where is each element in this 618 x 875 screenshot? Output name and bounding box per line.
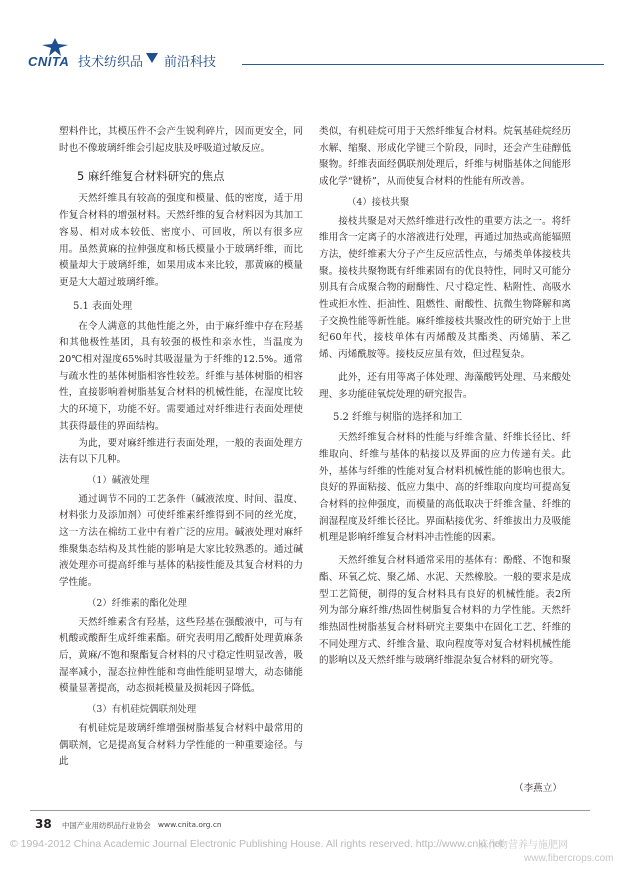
paragraph: 天然纤维复合材料的性能与纤维含量、纤维长径比、纤维取向、纤维与基体的粘接以及界面的应力传递有关。此外，基体与纤维的性能对复合材料机械性能的影响也很大。良好的界面粘接、低应力集中、高的纤维取向度均可提高复合材料的拉伸强度，而模量的高低取决于纤维含量、纤维的润湿程度及纤维长径比。界面粘接优劣、纤维拔出力及吸能机理是影响纤维复合材料冲击性能的因素。 xyxy=(319,432,571,544)
paragraph: 通过调节不同的工艺条件（碱液浓度、时间、温度、材料张力及添加剂）可使纤维素纤维得到不同的丝光度，这一方法在棉纺工业中有着广泛的应用。碱液处理对麻纤维聚集态结构及其性能的影响是大家比较熟悉的。通过碱液处理亦可提高纤维与基体的粘接性能及其复合材料的力学性能。 xyxy=(59,493,303,589)
paragraph: 天然纤维具有较高的强度和模量、低的密度，适于用作复合材料的增强材料。天然纤维的复合材料因为其加工容易、相对成本较低、密度小、可回收，所以有很多应用。虽然黄麻的拉伸强度和杨氏模量小于玻璃纤维，而比模量却大于玻璃纤维，如果用成本来比较，那黄麻的模量更是大大超过玻璃纤维。 xyxy=(59,193,303,288)
subsection-heading: 5.2 纤维与树脂的选择和加工 xyxy=(333,412,463,424)
method-heading: （2）纤维素的酯化处理 xyxy=(87,597,187,609)
subsection-heading: 5.1 表面处理 xyxy=(73,300,133,312)
header-title: 技术纺织品 xyxy=(78,55,144,70)
right-column xyxy=(319,124,571,670)
watermark-text: 麻作物营养与施肥网 xyxy=(478,840,568,851)
copyright-notice: © 1994-2012 China Academic Journal Electronic Publishing House. All rights reserved. http://www.cnki.net xyxy=(10,838,504,850)
paragraph: 天然纤维素含有羟基，这些羟基在强酸液中，可与有机酸或酸酐生成纤维素酯。研究表明用乙酸酐处理黄麻条后，黄麻/不饱和聚酯复合材料的尺寸稳定性明显改善，吸湿率减小，湿态拉伸性能和弯曲性能明显增大，动态储能模量显著提高，动态损耗模量及损耗因子降低。 xyxy=(59,616,303,695)
watermark-url: www.fibercrops.com xyxy=(524,853,614,864)
method-heading: （3）有机硅烷偶联剂处理 xyxy=(87,704,197,716)
paragraph: 接枝共聚是对天然纤维进行改性的重要方法之一。将纤维用含一定离子的水溶液进行处理，再通过加热或高能辐照方法，使纤维素大分子产生反应活性点，与烯类单体接枝共聚。接枝共聚物既有纤维素固有的优良特性，同时又可能分别具有合成聚合物的耐酶性、尺寸稳定性、粘附性、高吸水性或拒水性、拒油性、阻燃性、耐酸性、抗微生物降解和离子交换性能等新性能。麻纤维接枝共聚改性的研究始于上世纪60年代，接枝单体有丙烯酸及其酯类、丙烯腈、苯乙烯、丙烯酰胺等。接枝反应虽有效，但过程复杂。 xyxy=(319,215,571,361)
footer-association: 中国产业用纺织品行业协会 xyxy=(62,821,151,830)
section-heading: 5 麻纤维复合材料研究的焦点 xyxy=(77,169,225,184)
logo-text: CNITA xyxy=(28,54,70,69)
header-rule xyxy=(242,64,604,65)
footer-rule xyxy=(30,810,590,811)
paragraph: 天然纤维复合材料通常采用的基体有：酚醛、不饱和聚酯、环氧乙烷、聚乙烯、水泥、天然橡胶。一般的要求是成型工艺简便，制得的复合材料具有良好的机械性能。表2所列为部分麻纤维/热固性树脂复合材料的力学性能。天然纤维热固性树脂基复合材料研究主要集中在固化工艺、纤维的不同处理方式、纤维含量、取向程度等对复合材料机械性能的影响以及天然纤维与玻璃纤维混杂复合材料的研究等。 xyxy=(319,555,571,667)
method-heading: （1）碱液处理 xyxy=(87,474,150,486)
footer-url[interactable]: www.cnita.org.cn xyxy=(158,820,222,829)
paragraph: 为此，要对麻纤维进行表面处理，一般的表面处理方法有以下几种。 xyxy=(59,437,303,466)
paragraph: 有机硅烷是玻璃纤维增强树脂基复合材料中最常用的偶联剂，它是提高复合材料力学性能的一种重要途径。与此 xyxy=(59,722,303,768)
journal-header xyxy=(28,38,608,78)
page-number: 38 xyxy=(35,817,52,831)
header-section: 前沿科技 xyxy=(164,55,217,70)
paragraph: 此外，还有用等离子体处理、海藻酸钙处理、马来酸处理、多功能硅氧烷处理的研究报告。 xyxy=(319,371,571,400)
paragraph: 塑料件比，其模压件不会产生锐利碎片，因而更安全，同时也不像玻璃纤维会引起皮肤及呼吸道过敏反应。 xyxy=(59,126,303,154)
left-column xyxy=(59,124,303,771)
triangle-down-icon xyxy=(146,53,158,63)
paragraph: 在令人满意的其他性能之外，由于麻纤维中存在羟基和其他极性基团，具有较强的极性和亲水性，当温度为20℃相对湿度65%时其吸湿量为于纤维的12.5%。通常与疏水性的基体树脂相容性较差。纤维与基体树脂的相容性，直接影响着树脂基复合材料的机械性能，在湿度比较大的环境下，功能不好。需要通过对纤维进行表面处理使其获得最佳的界面结构。 xyxy=(59,320,303,432)
paragraph: 类似，有机硅烷可用于天然纤维复合材料。烷氧基硅烷经历水解、缩聚、形成化学键三个阶段，同时，还会产生硅醇低聚物。纤维表面经偶联剂处理后，纤维与树脂基体之间能形成化学“键桥”，从而使复合材料的性能有所改善。 xyxy=(319,126,571,188)
author-credit: （李燕立） xyxy=(514,783,562,794)
method-heading: （4）接枝共聚 xyxy=(347,196,410,208)
